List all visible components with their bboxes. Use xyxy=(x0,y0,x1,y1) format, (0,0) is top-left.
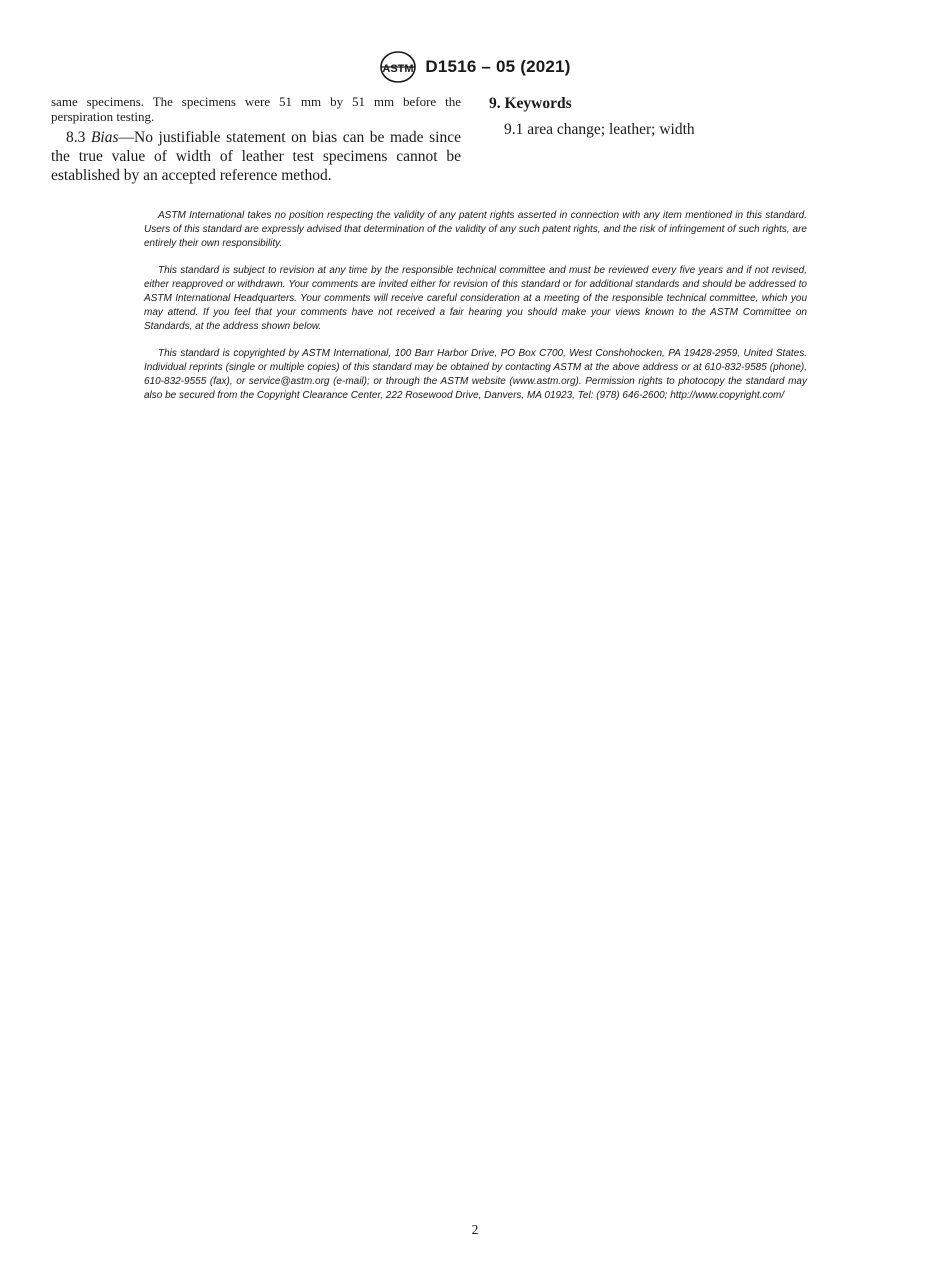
page-header xyxy=(0,50,950,84)
legal-notices xyxy=(144,209,807,416)
left-column xyxy=(51,94,461,185)
astm-logo-text: ASTM xyxy=(382,63,414,75)
copyright-notice: This standard is copyrighted by ASTM International, 100 Barr Harbor Drive, PO Box C700, West Conshohocken, PA 19428-2959, United States. Individual reprints (single or multiple copies) of this standard may be obtained by contacting ASTM at the above address or at 610-832-9585 (phone), 610-832-9555 (fax), or service@astm.org (e-mail); or through the ASTM website (www.astm.org). Permission rights to photocopy the standard may also be secured from the Copyright Clearance Center, 222 Rosewood Drive, Danvers, MA 01923, Tel: (978) 646-2600; http://www.copyright.com/ xyxy=(144,348,807,401)
document-designation: D1516 – 05 (2021) xyxy=(425,57,571,76)
keywords-text: area change; leather; width xyxy=(527,121,695,138)
bias-text: —No justifiable statement on bias can be made since the true value of width of leather test specimens cannot be established by an accepted reference method. xyxy=(51,129,461,184)
keywords-number: 9.1 xyxy=(504,121,524,138)
keywords-heading: 9. Keywords xyxy=(489,95,572,112)
keywords-paragraph xyxy=(489,120,899,139)
bias-number: 8.3 xyxy=(66,129,86,146)
page-number: 2 xyxy=(471,1222,479,1237)
bias-term: Bias xyxy=(90,129,119,146)
astm-logo-icon xyxy=(379,50,417,84)
bias-paragraph xyxy=(51,128,461,185)
patent-notice: ASTM International takes no position respecting the validity of any patent rights asserted in connection with any item mentioned in this standard. Users of this standard are expressly advised that determination of the validity of any such patent rights, and the risk of infringement of such rights, are entirely their own responsibility. xyxy=(144,210,807,249)
right-column xyxy=(489,94,899,139)
continuation-paragraph: same specimens. The specimens were 51 mm by 51 mm before the perspiration testing. xyxy=(51,94,461,124)
revision-notice: This standard is subject to revision at any time by the responsible technical committee and must be reviewed every five years and if not revised, either reapproved or withdrawn. Your comments are invited either for revision of this standard or for additional standards and should be addressed to ASTM International Headquarters. Your comments will receive careful consideration at a meeting of the responsible technical committee, which you may attend. If you feel that your comments have not received a fair hearing you should make your views known to the ASTM Committee on Standards, at the address shown below. xyxy=(144,265,807,332)
